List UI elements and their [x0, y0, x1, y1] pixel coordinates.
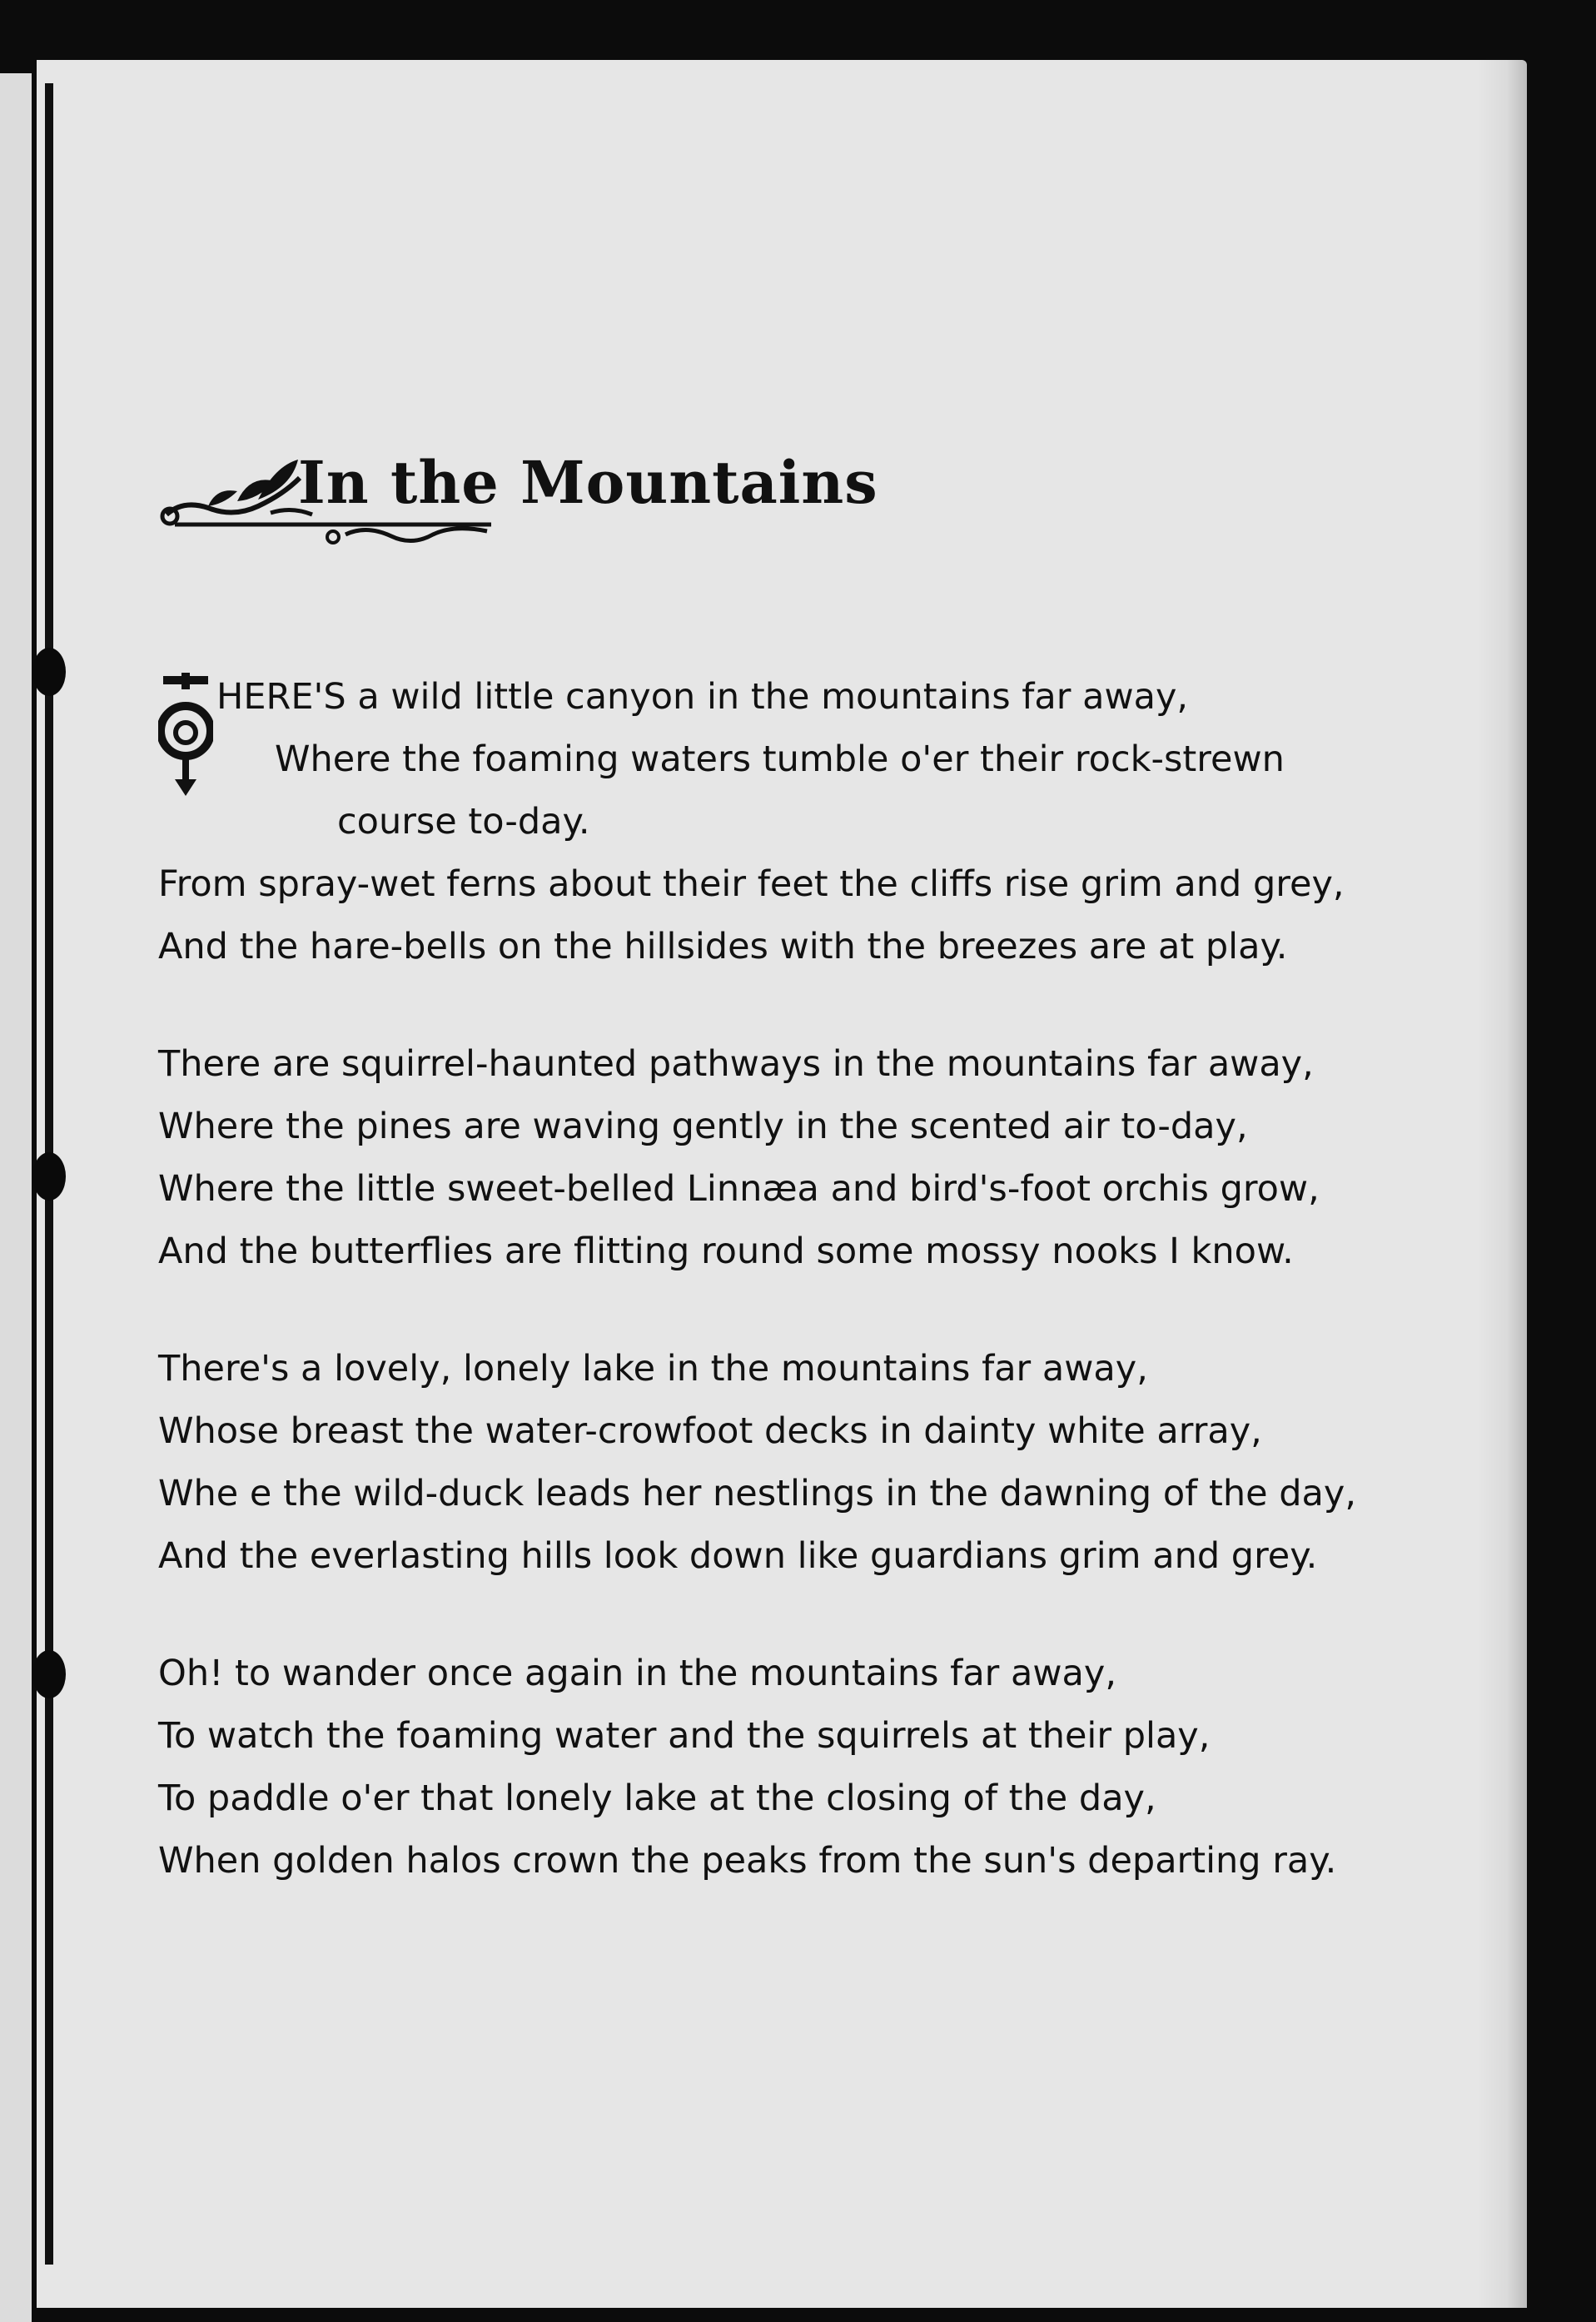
drop-cap-t-icon — [158, 673, 213, 798]
poem-line: There's a lovely, lonely lake in the mountains far away, — [158, 1348, 1148, 1390]
stanza-2 — [158, 1033, 1432, 1283]
poem-line: Where the foaming waters tumble o'er their rock-strewn — [275, 738, 1285, 780]
poem-body — [158, 666, 1432, 1947]
poem-line: To watch the foaming water and the squirrels at their play, — [158, 1715, 1211, 1757]
poem-line: And the hare-bells on the hillsides with the breezes are at play. — [158, 926, 1288, 967]
poem-line: Whe e the wild-duck leads her nestlings in the dawning of the day, — [158, 1473, 1356, 1514]
binding-knot-middle — [32, 1152, 66, 1201]
first-line-text: HERE'S a wild little canyon in the mountains far away, — [216, 676, 1189, 718]
stanza-3 — [158, 1338, 1432, 1588]
poem-line: Whose breast the water-crowfoot decks in dainty white array, — [158, 1410, 1262, 1452]
binding-knot-bottom — [32, 1650, 66, 1698]
page-edge-shadow — [1477, 60, 1527, 2308]
poem-line: To paddle o'er that lonely lake at the closing of the day, — [158, 1778, 1156, 1819]
poem-line: When golden halos crown the peaks from the sun's departing ray. — [158, 1840, 1337, 1882]
poem-line: From spray-wet ferns about their feet the cliffs rise grim and grey, — [158, 863, 1345, 905]
title-block — [158, 441, 878, 574]
poem-line: Where the pines are waving gently in the scented air to-day, — [158, 1106, 1248, 1147]
facing-page-edge — [0, 73, 32, 2322]
poem-line: Oh! to wander once again in the mountains far away, — [158, 1653, 1117, 1694]
poem-line — [158, 666, 1432, 728]
binding-knot-top — [32, 648, 66, 696]
stanza-4 — [158, 1643, 1432, 1892]
poem-line: And the everlasting hills look down like guardians grim and grey. — [158, 1535, 1318, 1577]
poem-line: And the butterflies are flitting round some mossy nooks I know. — [158, 1231, 1294, 1272]
poem-line: There are squirrel-haunted pathways in the mountains far away, — [158, 1043, 1314, 1085]
page-title: In the Mountains — [298, 448, 878, 517]
poem-line: course to-day. — [337, 801, 590, 843]
stanza-1 — [158, 666, 1432, 978]
poem-line: Where the little sweet-belled Linnæa and bird's-foot orchis grow, — [158, 1168, 1320, 1210]
